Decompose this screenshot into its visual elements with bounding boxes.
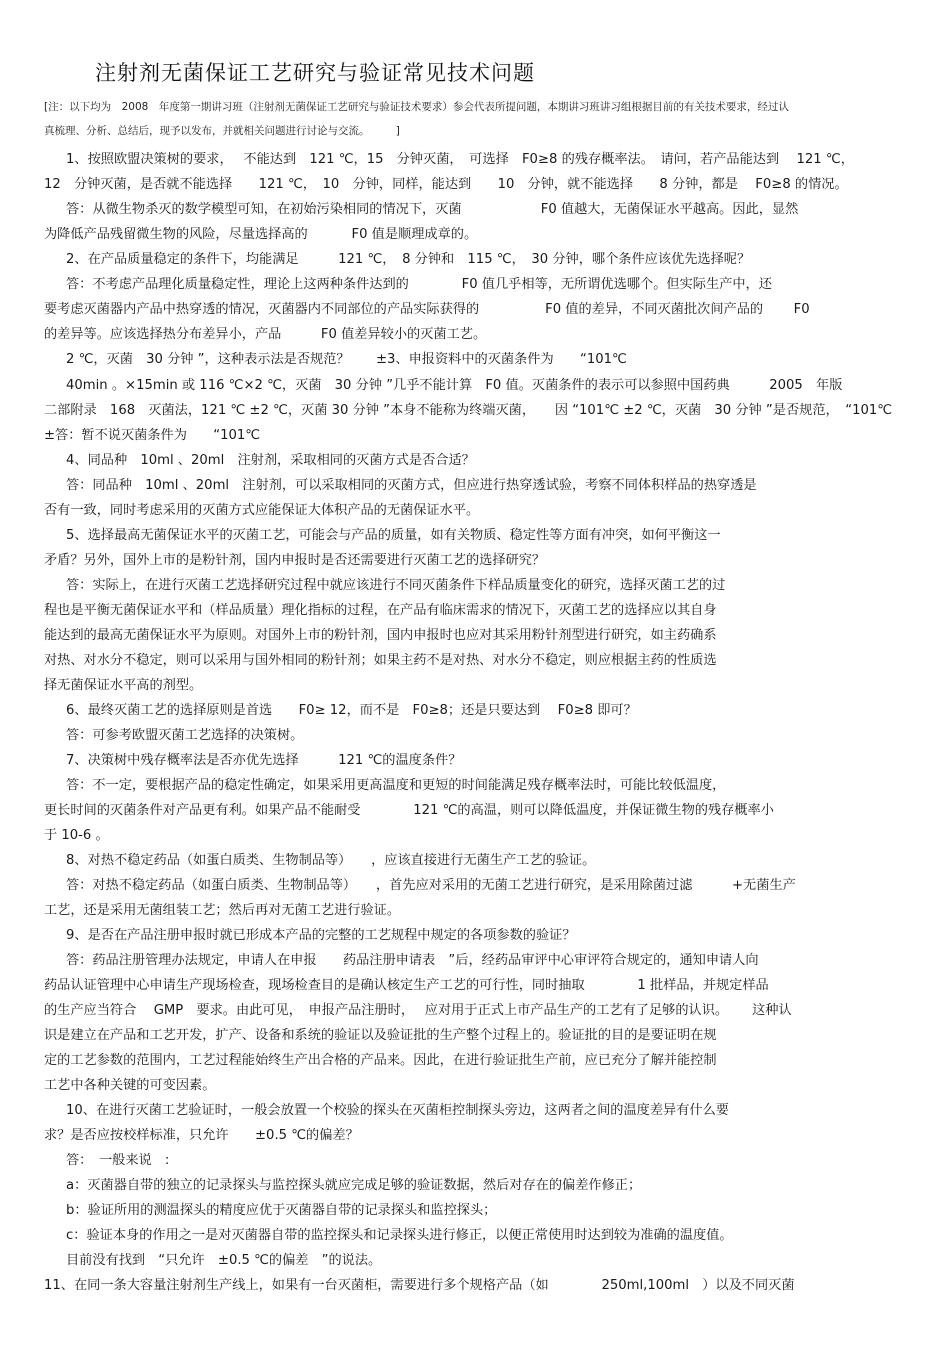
text-line: 的差异等。应该选择热分布差异小，产品 F0 值差异较小的灭菌工艺。 — [44, 327, 487, 342]
text-line: c：验证本身的作用之一是对灭菌器自带的监控探头和记录探头进行修正，以便正常使用时达到较为准确的温度值。 — [66, 1228, 733, 1243]
text-line: ±答：暂不说灭菌条件为 “101℃ — [44, 428, 261, 443]
text-line: 40min 。×15min 或 116 ℃×2 ℃，灭菌 30 分钟 ”几乎不能计算 F0 值。灭菌条件的表示可以参照中国药典 2005 年版 — [66, 378, 843, 393]
text-line: 目前没有找到 “只允许 ±0.5 ℃的偏差 ”的说法。 — [66, 1253, 382, 1268]
text-line: 要考虑灭菌器内产品中热穿透的情况，灭菌器内不同部位的产品实际获得的 F0 值的差异，不同灭菌批次间产品的 F0 — [44, 302, 810, 317]
text-line: 答：不考虑产品理化质量稳定性，理论上这两种条件达到的 F0 值几乎相等，无所谓优选哪个。但实际生产中，还 — [66, 277, 772, 292]
text-line: 答：同品种 10ml 、20ml 注射剂，可以采取相同的灭菌方式，但应进行热穿透试验，考察不同体积样品的热穿透是 — [66, 478, 757, 493]
text-line: 答：药品注册管理办法规定，申请人在申报 药品注册申请表 ”后，经药品审评中心审评符合规定的，通知申请人向 — [66, 953, 759, 968]
text-line: 答：从微生物杀灭的数学模型可知，在初始污染相同的情况下，灭菌 F0 值越大，无菌保证水平越高。因此，显然 — [66, 202, 799, 217]
text-line: 4、同品种 10ml 、20ml 注射剂，采取相同的灭菌方式是否合适？ — [66, 453, 475, 468]
text-line: 答：不一定，要根据产品的稳定性确定，如果采用更高温度和更短的时间能满足残存概率法时，可能比较低温度， — [66, 778, 726, 793]
text-line: 二部附录 168 灭菌法，121 ℃ ±2 ℃，灭菌 30 分钟 ”本身不能称为终端灭菌， 因 “101℃ ±2 ℃，灭菌 30 分钟 ”是否规范， “101℃ — [44, 403, 893, 418]
text-line: a：灭菌器自带的独立的记录探头与监控探头就应完成足够的验证数据，然后对存在的偏差作修正； — [66, 1178, 642, 1193]
text-line: 能达到的最高无菌保证水平为原则。对国外上市的粉针剂，国内申报时也应对其采用粉针剂型进行研究，如主药确系 — [44, 628, 717, 643]
text-line: 1、按照欧盟决策树的要求， 不能达到 121 ℃，15 分钟灭菌， 可选择 F0≥8 的残存概率法。 请问，若产品能达到 121 ℃， — [66, 152, 854, 167]
text-line: 否有一致，同时考虑采用的灭菌方式应能保证大体积产品的无菌保证水平。 — [44, 503, 480, 518]
text-line: 药品认证管理中心申请生产现场检查，现场检查目的是确认核定生产工艺的可行性，同时抽取 1 批样品，并规定样品 — [44, 978, 769, 993]
text-line: 工艺，还是采用无菌组装工艺；然后再对无菌工艺进行验证。 — [44, 903, 401, 918]
text-line: b：验证所用的测温探头的精度应优于灭菌器自带的记录探头和监控探头； — [66, 1203, 497, 1218]
text-line: 2 ℃，灭菌 30 分钟 ”，这种表示法是否规范？ ±3、申报资料中的灭菌条件为 “101℃ — [66, 352, 627, 367]
text-line: 2、在产品质量稳定的条件下，均能满足 121 ℃， 8 分钟和 115 ℃， 30 分钟，哪个条件应该优先选择呢？ — [66, 252, 751, 267]
text-line: 7、决策树中残存概率法是否亦优先选择 121 ℃的温度条件？ — [66, 753, 462, 768]
text-line: 求？是否应按校样标准，只允许 ±0.5 ℃的偏差？ — [44, 1128, 359, 1143]
text-line: 答：可参考欧盟灭菌工艺选择的决策树。 — [66, 728, 304, 743]
editor-note-line-2: 真梳理、分析、总结后，现予以发布，并就相关问题进行讨论与交流。 ] — [44, 125, 400, 137]
text-line: 定的工艺参数的范围内，工艺过程能始终生产出合格的产品来。因此，在进行验证批生产前，应已充分了解并能控制 — [44, 1053, 717, 1068]
text-line: 8、对热不稳定药品（如蛋白质类、生物制品等） ，应该直接进行无菌生产工艺的验证。 — [66, 853, 596, 868]
text-line: 对热、对水分不稳定，则可以采用与国外相同的粉针剂；如果主药不是对热、对水分不稳定，则应根据主药的性质选 — [44, 653, 717, 668]
text-line: 5、选择最高无菌保证水平的灭菌工艺，可能会与产品的质量，如有关物质、稳定性等方面有冲突，如何平衡这一 — [66, 528, 721, 543]
text-line: 于 10-6 。 — [44, 828, 109, 843]
text-line: 10、在进行灭菌工艺验证时，一般会放置一个校验的探头在灭菌柜控制探头旁边，这两者之间的温度差异有什么要 — [66, 1103, 729, 1118]
text-line: 工艺中各种关键的可变因素。 — [44, 1078, 216, 1093]
text-line: 9、是否在产品注册申报时就已形成本产品的完整的工艺规程中规定的各项参数的验证？ — [66, 928, 576, 943]
text-line: 矛盾？另外，国外上市的是粉针剂，国内申报时是否还需要进行灭菌工艺的选择研究？ — [44, 553, 546, 568]
text-line: 程也是平衡无菌保证水平和（样品质量）理化指标的过程，在产品有临床需求的情况下，灭菌工艺的选择应以其自身 — [44, 603, 717, 618]
text-line: 答：对热不稳定药品（如蛋白质类、生物制品等） ，首先应对采用的无菌工艺进行研究，是采用除菌过滤 +无菌生产 — [66, 878, 796, 893]
text-line: 12 分钟灭菌，是否就不能选择 121 ℃， 10 分钟，同样，能达到 10 分钟，就不能选择 8 分钟，都是 F0≥8 的情况。 — [44, 177, 848, 192]
text-line: 更长时间的灭菌条件对产品更有利。如果产品不能耐受 121 ℃的高温，则可以降低温度，并保证微生物的残存概率小 — [44, 803, 774, 818]
text-line: 为降低产品残留微生物的风险，尽量选择高的 F0 值是顺理成章的。 — [44, 227, 478, 242]
editor-note-line-1: [注：以下均为 2008 年度第一期讲习班（注射剂无菌保证工艺研究与验证技术要求）参会代表所提问题，本期讲习班讲习组根据目前的有关技术要求，经过认 — [44, 101, 789, 113]
page-title: 注射剂无菌保证工艺研究与验证常见技术问题 — [95, 61, 535, 85]
text-line: 11、在同一条大容量注射剂生产线上，如果有一台灭菌柜，需要进行多个规格产品（如 250ml,100ml ）以及不同灭菌 — [44, 1278, 795, 1293]
text-line: 识是建立在产品和工艺开发，扩产、设备和系统的验证以及验证批的生产整个过程上的。验证批的目的是要证明在规 — [44, 1028, 717, 1043]
text-line: 择无菌保证水平高的剂型。 — [44, 678, 203, 693]
text-line: 6、最终灭菌工艺的选择原则是首选 F0≥ 12，而不是 F0≥8；还是只要达到 F0≥8 即可？ — [66, 703, 637, 718]
text-line: 的生产应当符合 GMP 要求。由此可见， 申报产品注册时， 应对用于正式上市产品生产的工艺有了足够的认识。 这种认 — [44, 1003, 792, 1018]
text-line: 答： 一般来说 : — [66, 1153, 170, 1168]
text-line: 答：实际上，在进行灭菌工艺选择研究过程中就应该进行不同灭菌条件下样品质量变化的研究，选择灭菌工艺的过 — [66, 578, 726, 593]
